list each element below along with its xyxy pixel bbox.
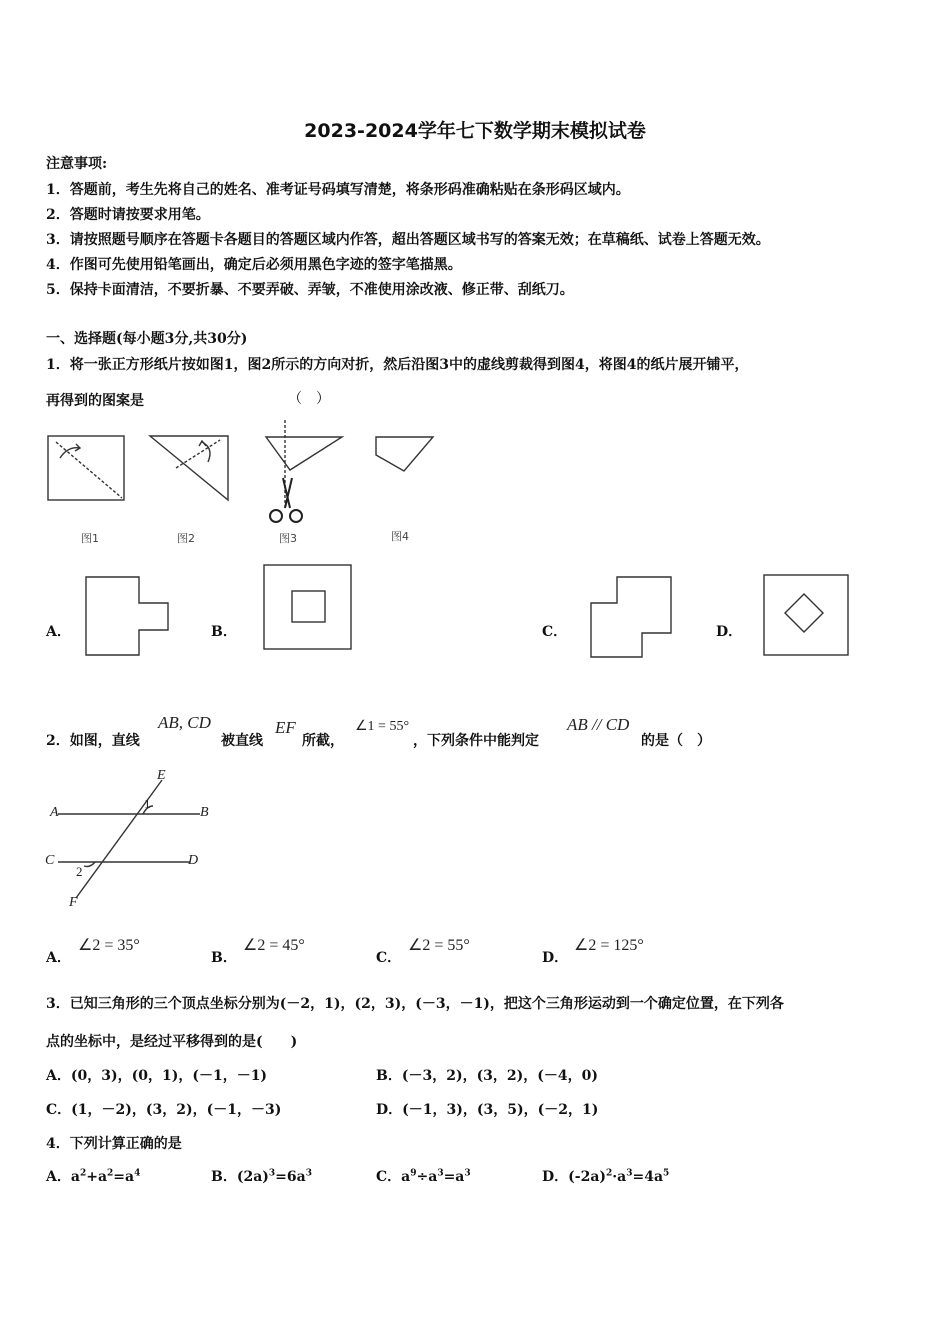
q2-label-angle1: 1 — [144, 796, 151, 811]
q1-option-d: D． — [716, 624, 743, 640]
q3-option-c: C．(1，－2)，(3，2)，(－1，－3) — [46, 1102, 282, 1118]
fig4-caption: 图4 — [391, 530, 409, 543]
q3-stem-line2: 点的坐标中，是经过平移得到的是( ) — [46, 1034, 298, 1050]
notice-item: 5．保持卡面清洁，不要折暴、不要弄破、弄皱，不准使用涂改液、修正带、刮纸刀。 — [46, 282, 574, 298]
q1-option-b: B． — [211, 624, 237, 640]
q2-stem-part4: ，下列条件中能判定 — [413, 733, 539, 749]
fig1-caption: 图1 — [81, 532, 99, 545]
q2-option-b-value: ∠2 = 45° — [243, 937, 305, 954]
q2-option-c-label: C． — [376, 950, 402, 966]
q2-math-angle1: ∠1 = 55° — [355, 719, 410, 734]
q2-math-parallel: AB // CD — [567, 715, 630, 734]
q2-label-f: F — [69, 895, 78, 910]
q1-stem-line1: 1．将一张正方形纸片按如图1，图2所示的方向对折，然后沿图3中的虚线剪裁得到图4，将图4的纸片展开铺平， — [46, 357, 749, 373]
q1-answer-paren: （ ） — [288, 391, 330, 407]
q1-stem-line2: 再得到的图案是 — [46, 393, 144, 409]
page-title: 2023-2024学年七下数学期末模拟试卷 — [304, 120, 646, 142]
q2-label-b: B — [200, 805, 209, 820]
q2-option-d-value: ∠2 = 125° — [574, 937, 644, 954]
q3-option-d: D．(－1，3)，(3，5)，(－2，1) — [376, 1102, 599, 1118]
q2-math-ab-cd: AB, CD — [158, 713, 211, 732]
q1-option-a: A． — [46, 624, 71, 640]
q1-option-c: C． — [542, 624, 568, 640]
q2-option-a-label: A． — [46, 950, 71, 966]
q4-stem: 4．下列计算正确的是 — [46, 1136, 182, 1152]
q2-option-b-label: B． — [211, 950, 237, 966]
q2-stem-part1: 2．如图，直线 — [46, 733, 140, 749]
q3-option-a: A．(0，3)，(0，1)，(－1，－1) — [46, 1068, 268, 1084]
q3-stem-line1: 3．已知三角形的三个顶点坐标分别为(－2，1)，(2，3)，(－3，－1)，把这个三角形运动到一个确定位置，在下列各 — [46, 996, 784, 1012]
q2-stem-part5: 的是（ ） — [641, 733, 711, 749]
q2-option-c-value: ∠2 = 55° — [408, 937, 470, 954]
q2-label-e: E — [157, 768, 166, 783]
q4-option-a: A．$a^2+a^2=a^4$ — [46, 1168, 141, 1185]
q2-math-ef: EF — [275, 718, 296, 737]
notice-item: 4．作图可先使用铅笔画出，确定后必须用黑色字迹的签字笔描黑。 — [46, 257, 462, 273]
q3-option-b: B．(－3，2)，(3，2)，(－4，0) — [376, 1068, 599, 1084]
notice-heading: 注意事项: — [46, 156, 108, 172]
section-heading: 一、选择题(每小题3分,共30分) — [46, 331, 248, 347]
notice-item: 2．答题时请按要求用笔。 — [46, 207, 210, 223]
notice-item: 3．请按照题号顺序在答题卡各题目的答题区域内作答，超出答题区域书写的答案无效；在草稿纸、试卷上答题无效。 — [46, 232, 770, 248]
q2-option-a-value: ∠2 = 35° — [78, 937, 140, 954]
fig2-caption: 图2 — [177, 532, 195, 545]
q2-label-d: D — [188, 853, 199, 868]
fig3-caption: 图3 — [279, 532, 297, 545]
q4-option-c: C．$a^9\div a^3=a^3$ — [376, 1168, 471, 1185]
q4-option-b: B．$(2a)^3=6a^3$ — [211, 1168, 312, 1185]
q2-label-c: C — [45, 853, 55, 868]
q2-stem-part3: 所截， — [302, 733, 344, 749]
q2-stem-part2: 被直线 — [221, 733, 263, 749]
q4-option-d: D．$(-2a)^2\cdot a^3=4a^5$ — [542, 1168, 670, 1185]
q2-label-angle2: 2 — [76, 864, 83, 879]
notice-item: 1．答题前，考生先将自己的姓名、准考证号码填写清楚，将条形码准确粘贴在条形码区域内。 — [46, 182, 630, 198]
q2-option-d-label: D． — [542, 950, 569, 966]
q2-label-a: A — [50, 805, 59, 820]
